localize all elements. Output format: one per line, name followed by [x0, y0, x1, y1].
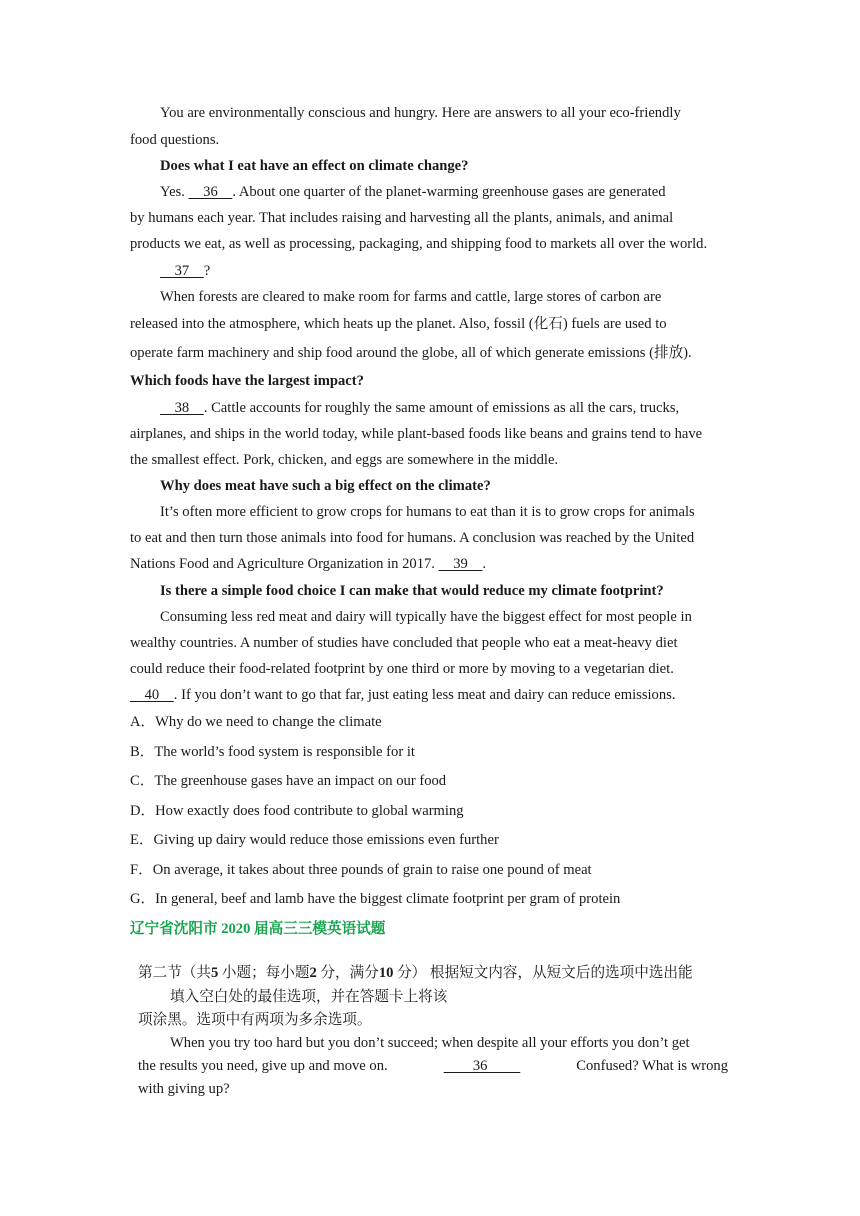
section2-instructions-line-2: 填入空白处的最佳选项，并在答题卡上将该: [170, 989, 448, 1005]
intro-line-1: You are environmentally conscious and hungry. Here are answers to all your eco-friendly: [160, 105, 681, 121]
paragraph-3-line-2: airplanes, and ships in the world today, while plant-based foods like beans and grains tend to have: [130, 426, 703, 442]
option-e: E．Giving up dairy would reduce those emissions even further: [130, 832, 499, 848]
paragraph-2-line-3: operate farm machinery and ship food around the globe, all of which generate emissions (排放).: [130, 345, 692, 361]
option-c: C．The greenhouse gases have an impact on our food: [130, 773, 447, 789]
text-fragment: ?: [203, 263, 211, 279]
blank-37: 37: [160, 263, 204, 279]
paragraph-5-line-3: could reduce their food-related footprint by one third or more by moving to a vegetarian diet.: [130, 661, 674, 677]
section2-paragraph-line-3: with giving up?: [138, 1081, 230, 1097]
paragraph-4-line-1: It’s often more efficient to grow crops for humans to eat than it is to grow crops for animals: [160, 504, 695, 520]
paragraph-1-line-1: [160, 183, 666, 201]
paragraph-3-line-1: [160, 399, 679, 417]
text-fragment: 第二节（共: [138, 965, 211, 981]
blank-36: 36: [188, 184, 233, 200]
paragraph-5-line-2: wealthy countries. A number of studies have concluded that people who eat a meat-heavy diet: [130, 635, 678, 651]
section2-paragraph-line-2: [138, 1057, 728, 1075]
text-fragment: . About one quarter of the planet-warming greenhouse gases are generated: [232, 184, 666, 200]
text-fragment: .: [482, 556, 487, 572]
option-a: A．Why do we need to change the climate: [130, 714, 382, 730]
paragraph-4-line-3: [130, 555, 486, 573]
text-yes: Yes.: [160, 184, 189, 200]
paragraph-1-line-2: by humans each year. That includes raising and harvesting all the plants, animals, and animal: [130, 210, 674, 226]
option-b: B．The world’s food system is responsible for it: [130, 744, 415, 760]
question-heading-4: Is there a simple food choice I can make that would reduce my climate footprint?: [160, 583, 664, 599]
section2-instructions-line-3: 项涂黑。选项中有两项为多余选项。: [138, 1012, 372, 1028]
paragraph-5-line-4: [130, 686, 675, 704]
text-fragment: 5: [210, 965, 219, 981]
section2-paragraph-line-1: When you try too hard but you don’t succeed; when despite all your efforts you don’t get: [170, 1035, 690, 1051]
option-d: D．How exactly does food contribute to global warming: [130, 803, 464, 819]
option-g: G．In general, beef and lamb have the biggest climate footprint per gram of protein: [130, 891, 621, 907]
paragraph-2-line-1: When forests are cleared to make room for farms and cattle, large stores of carbon are: [160, 289, 662, 305]
question-heading-3: Why does meat have such a big effect on the climate?: [160, 478, 491, 494]
text-fragment: 2: [309, 965, 317, 981]
text-fragment: Confused? What is wrong: [576, 1058, 728, 1074]
blank-40: 40: [130, 687, 174, 703]
text-fragment: 分） 根据短文内容，从短文后的选项中选出能: [393, 965, 693, 981]
text-fragment: 分，满分: [316, 965, 379, 981]
blank-38: 38: [160, 400, 204, 416]
paragraph-1-line-3: products we eat, as well as processing, packaging, and shipping food to markets all over the world.: [130, 236, 708, 252]
text-fragment: . If you don’t want to go that far, just eating less meat and dairy can reduce emissions.: [173, 687, 676, 703]
paragraph-2-line-2: released into the atmosphere, which heats up the planet. Also, fossil (化石) fuels are used to: [130, 316, 667, 332]
question-heading-2: Which foods have the largest impact?: [130, 373, 364, 389]
text-fragment: Nations Food and Agriculture Organization in 2017.: [130, 556, 439, 572]
text-fragment: 小题；每小题: [218, 965, 310, 981]
paragraph-5-line-1: Consuming less red meat and dairy will typically have the biggest effect for most people in: [160, 609, 692, 625]
blank-37-line: [160, 262, 210, 280]
text-fragment: the results you need, give up and move on.: [138, 1058, 388, 1074]
section2-blank-36: 36: [443, 1058, 521, 1074]
source-title: 辽宁省沈阳市 2020 届高三三模英语试题: [130, 921, 386, 937]
section2-instructions-line-1: [138, 964, 693, 982]
text-fragment: . Cattle accounts for roughly the same amount of emissions as all the cars, trucks,: [203, 400, 680, 416]
paragraph-3-line-3: the smallest effect. Pork, chicken, and eggs are somewhere in the middle.: [130, 452, 559, 468]
text-fragment: 10: [378, 965, 394, 981]
question-heading-1: Does what I eat have an effect on climate change?: [160, 158, 469, 174]
blank-39: 39: [438, 556, 483, 572]
option-f: F．On average, it takes about three pounds of grain to raise one pound of meat: [130, 862, 592, 878]
intro-line-2: food questions.: [130, 132, 220, 148]
paragraph-4-line-2: to eat and then turn those animals into food for humans. A conclusion was reached by the United: [130, 530, 695, 546]
